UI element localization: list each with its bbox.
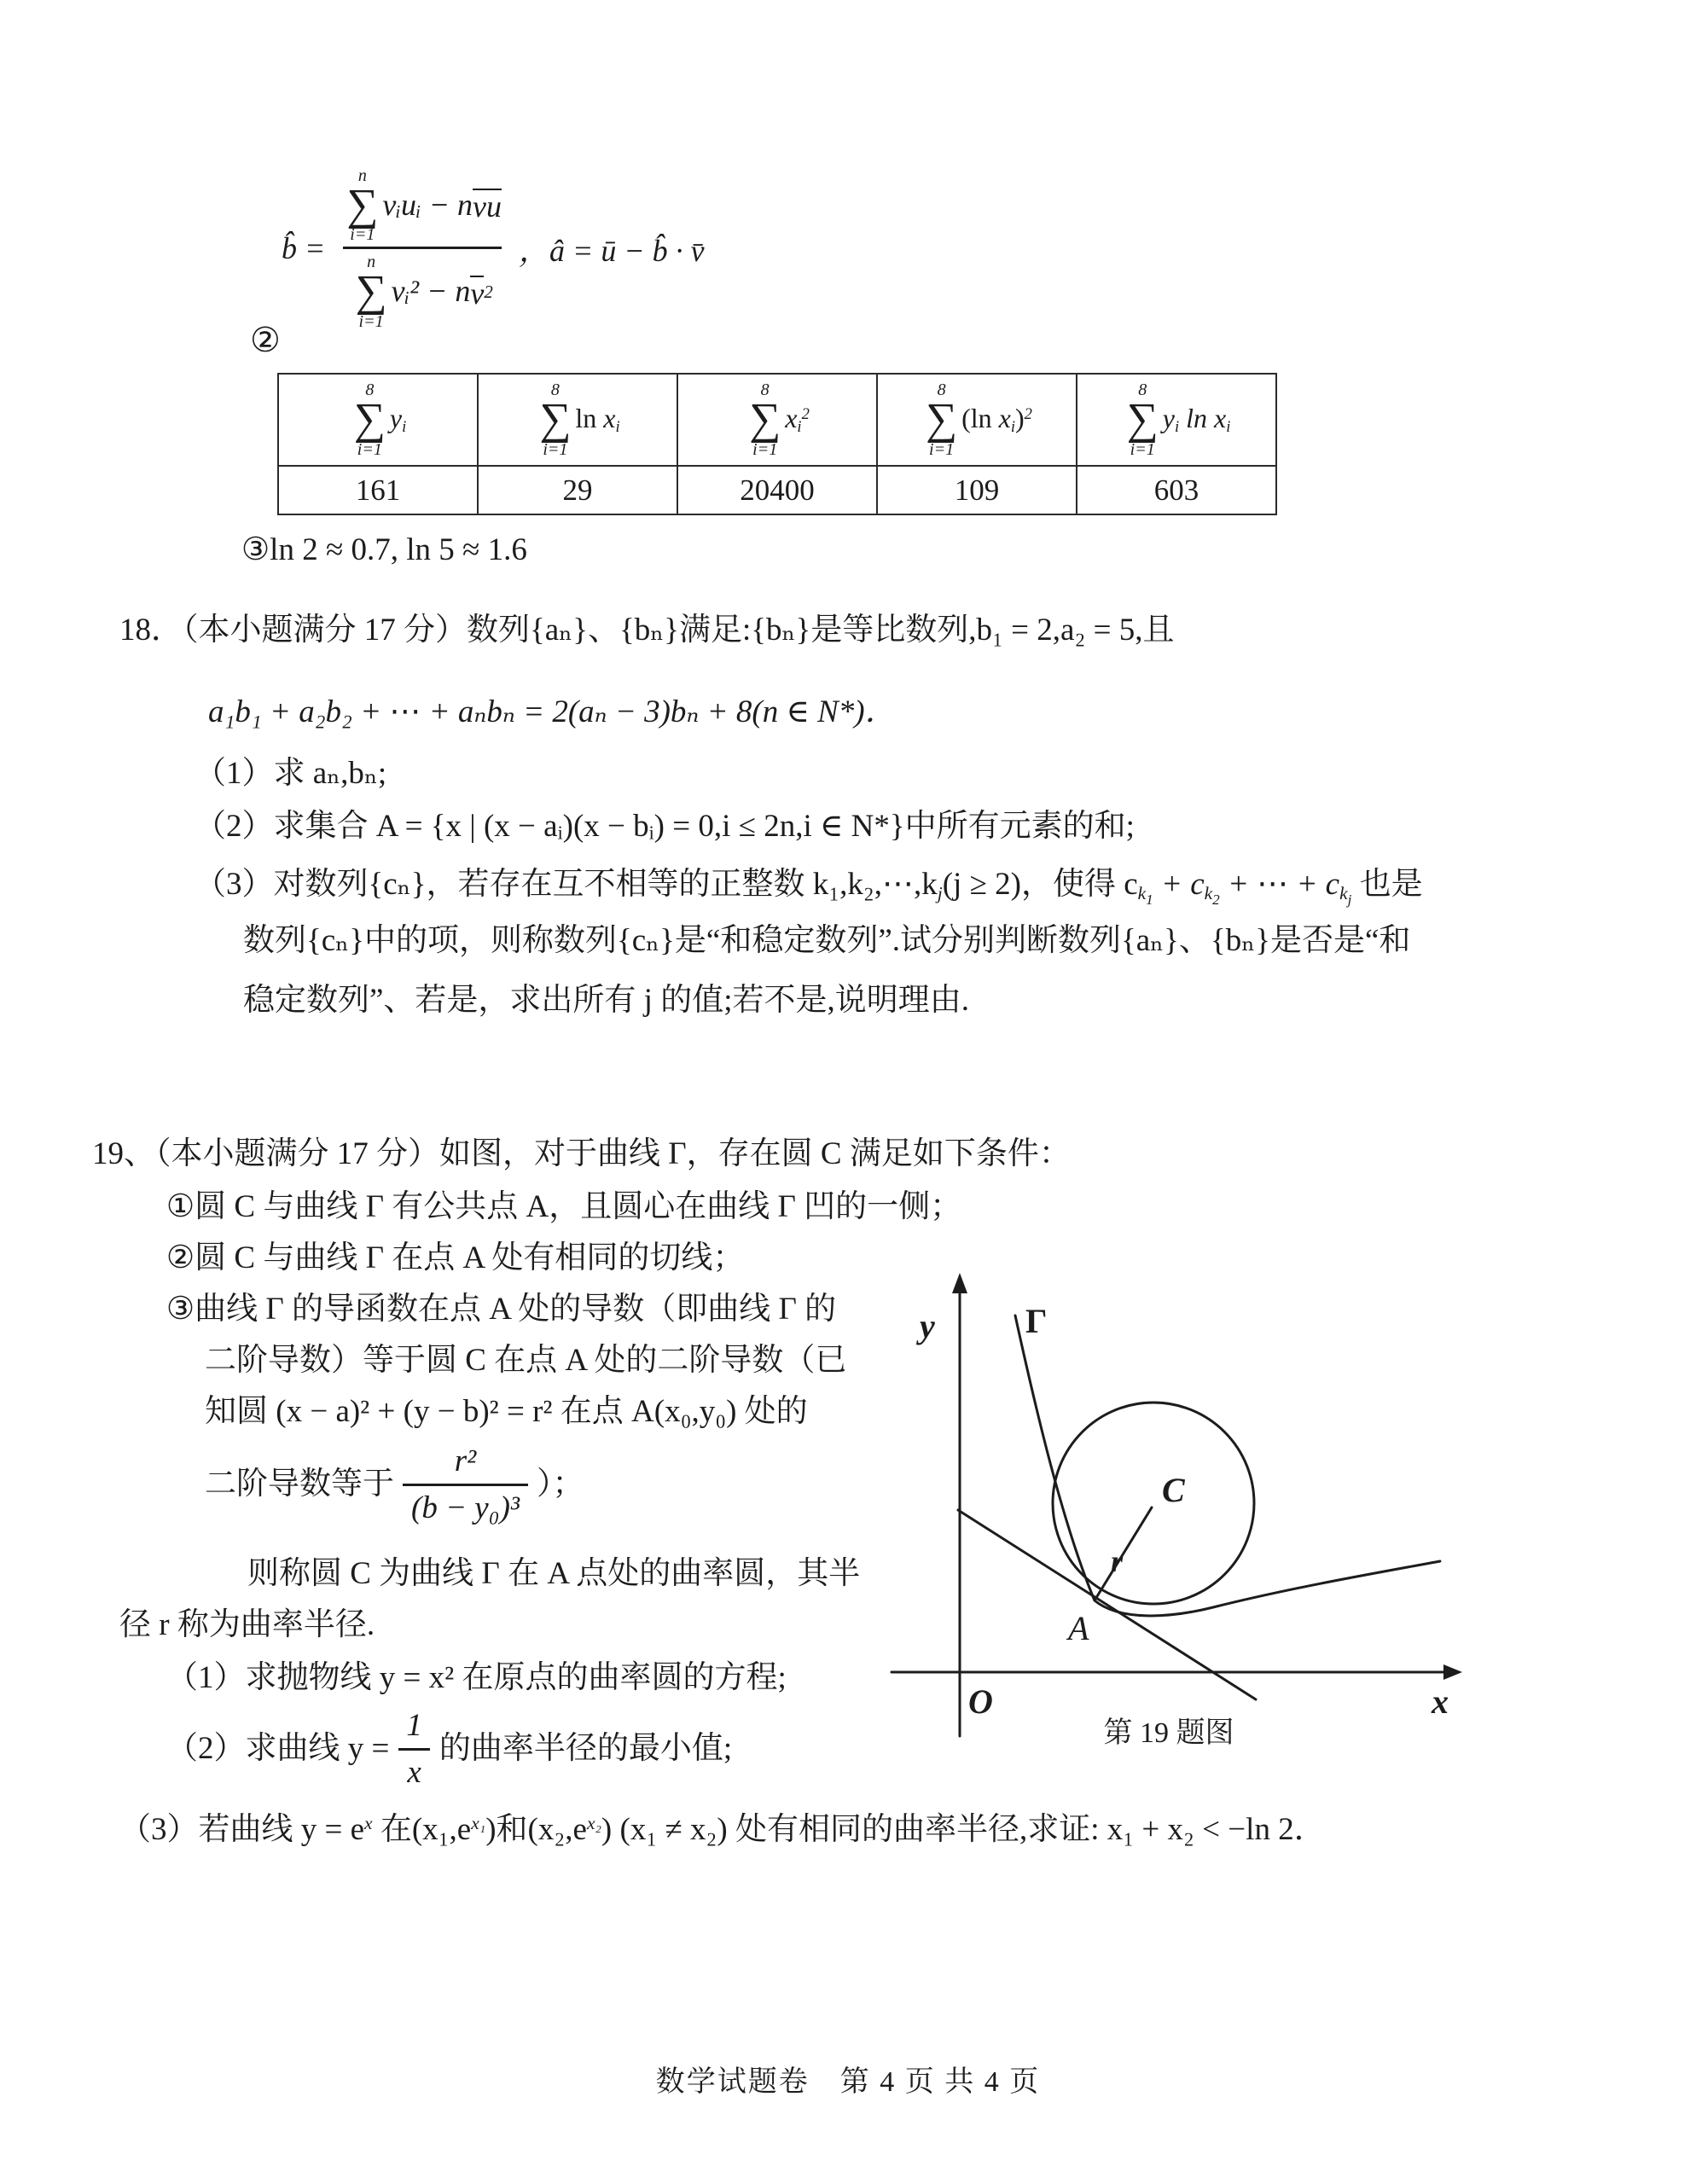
q18-part1-line: （1）求 aₙ,bₙ; <box>195 756 387 791</box>
sigma-symbol <box>926 381 957 457</box>
sigma-lower-limit: i=1 <box>1130 439 1155 459</box>
ahat-rhs: ，â = ū − b̂ · v̄ <box>519 233 705 268</box>
sums-table <box>277 373 1277 515</box>
q19-cond3-text: 二阶导数等于 <box>205 1467 394 1502</box>
sigma-lower-limit: i=1 <box>543 439 568 459</box>
label-center-c: C <box>1162 1471 1185 1509</box>
q18-part3-text: (j ≥ 2)，使得 c <box>942 867 1138 902</box>
sum-expression: $x_i^2$ <box>785 402 810 437</box>
denominator-exponent: 2 <box>484 282 493 303</box>
q19-figure <box>887 1263 1476 1762</box>
sigma-icon: ∑ <box>353 395 386 444</box>
sup-x1: x₁ <box>471 1813 486 1834</box>
sup-x2: x₂ <box>586 1813 601 1834</box>
sigma-icon: ∑ <box>539 395 572 444</box>
q18-part3-text: （3）对数列{cₙ}，若存在互不相等的正整数 k₁,k₂,⋯,k <box>195 867 938 902</box>
sigma-lower-limit: i=1 <box>358 311 384 331</box>
q19-p1-line: （1）求抛物线 y = x² 在原点的曲率圆的方程; <box>166 1660 787 1695</box>
label-x-axis: x <box>1432 1682 1449 1721</box>
q18-number: 18． <box>119 613 183 648</box>
q18-part2-line: （2）求集合 A = {x | (x − aᵢ)(x − bᵢ) = 0,i ≤ 2n,i ∈ N*}中所有元素的和; <box>195 809 1135 844</box>
sigma-lower-limit: i=1 <box>357 439 382 459</box>
sigma-icon: ∑ <box>346 181 379 229</box>
note-text: ln 2 ≈ 0.7, ln 5 ≈ 1.6 <box>270 532 527 567</box>
one-over-x-fraction <box>398 1708 431 1791</box>
q19-def-line1: 则称圆 C 为曲线 Γ 在 A 点处的曲率圆，其半 <box>247 1556 861 1591</box>
fraction-denominator: (b − y₀)³ <box>403 1484 528 1527</box>
label-origin: O <box>968 1682 993 1721</box>
numerator-body: vᵢuᵢ − n <box>382 188 473 222</box>
label-y-axis: y <box>920 1307 935 1345</box>
label-radius-r: r <box>1111 1544 1124 1578</box>
bhat-lhs: b̂ = <box>282 231 326 266</box>
fraction-numerator <box>334 167 510 247</box>
q19-p3-text: )和(x₂,e <box>485 1812 587 1847</box>
marker-2: ② <box>250 321 281 359</box>
label-gamma: Γ <box>1025 1302 1048 1340</box>
q18-part3-text: 也是 <box>1351 867 1423 902</box>
sigma-lower-limit: i=1 <box>752 439 778 459</box>
q19-head-text: （本小题满分 17 分）如图，对于曲线 Γ，存在圆 C 满足如下条件： <box>155 1136 1071 1171</box>
sigma-icon: ∑ <box>926 395 958 444</box>
table-value-cell: 29 <box>479 467 678 515</box>
q19-cond3-line2: 二阶导数）等于圆 C 在点 A 处的二阶导数（已 <box>205 1343 847 1378</box>
note-ln-approx <box>241 531 527 570</box>
q19-cond3-line1: ③曲线 Γ 的导函数在点 A 处的导数（即曲线 Γ 的 <box>166 1292 837 1327</box>
sigma-lower-limit: i=1 <box>929 439 955 459</box>
numerator-overline: vu <box>473 189 502 224</box>
q18-head-text: （本小题满分 17 分）数列{aₙ}、{bₙ}满足:{bₙ}是等比数列,b₁ = 2,a₂ = 5,且 <box>183 613 1175 648</box>
q19-head-line <box>92 1135 1071 1174</box>
sigma-lower-limit: i=1 <box>350 225 375 245</box>
sub-k1: k1 <box>1137 883 1153 908</box>
q19-cond2-line: ②圆 C 与曲线 Γ 在点 A 处有相同的切线； <box>166 1240 745 1275</box>
regression-formula <box>282 167 705 330</box>
table-value-cell: 20400 <box>678 467 878 515</box>
sigma-icon: ∑ <box>749 395 781 444</box>
q19-p3-line <box>119 1810 1326 1850</box>
sigma-icon: ∑ <box>1126 395 1159 444</box>
sigma-symbol <box>539 381 571 457</box>
table-value-cell: 109 <box>878 467 1077 515</box>
sub-kj: kj <box>1339 883 1352 908</box>
marker-3: ③ <box>241 532 270 567</box>
table-header-cell <box>1077 375 1277 467</box>
table-header-cell <box>479 375 678 467</box>
q18-equation-line: a₁b₁ + a₂b₂ + ⋯ + aₙbₙ = 2(aₙ − 3)bₙ + 8(n ∈ N*)． <box>208 694 897 729</box>
denominator-overline: v <box>470 276 485 311</box>
sub-j: j <box>937 883 943 903</box>
fraction-denominator <box>343 247 502 329</box>
fraction-numerator: r² <box>454 1443 477 1478</box>
sigma-upper-limit: 8 <box>1138 380 1147 400</box>
q19-p2-text: （2）求曲线 y = <box>166 1731 390 1767</box>
q18-head-line <box>119 611 1174 650</box>
table-header-cell <box>878 375 1077 467</box>
sum-expression: (ln $x_i)^2$ <box>961 402 1032 437</box>
sigma-symbol <box>1127 381 1159 457</box>
q19-p3-text: 在(x₁,e <box>372 1812 472 1847</box>
q19-cond3-line4 <box>205 1443 584 1526</box>
table-header-cell <box>279 375 479 467</box>
q19-def-line2: 径 r 称为曲率半径. <box>119 1607 375 1642</box>
denominator-body: vᵢ² − n <box>391 274 471 309</box>
q19-p2-text: 的曲率半径的最小值; <box>439 1731 733 1767</box>
q19-cond3-text: ）； <box>537 1467 584 1502</box>
curvature-diagram <box>887 1263 1476 1757</box>
bhat-fraction <box>334 167 510 330</box>
sigma-upper-limit: 8 <box>760 380 770 400</box>
fraction-denominator: x <box>398 1748 429 1792</box>
sup-x: x <box>364 1813 373 1834</box>
q18-part3-line1 <box>195 865 1423 909</box>
y-axis-arrow-icon <box>952 1273 967 1293</box>
q19-p2-line <box>166 1708 732 1791</box>
sigma-symbol <box>346 167 378 243</box>
table-header-cell <box>678 375 878 467</box>
sub-k2: k2 <box>1204 883 1220 908</box>
q18-part3-text: + c <box>1153 867 1205 902</box>
sigma-upper-limit: n <box>367 253 376 272</box>
sigma-upper-limit: n <box>357 166 367 185</box>
radius-line <box>1095 1507 1152 1600</box>
curvature-fraction <box>403 1443 528 1526</box>
sigma-upper-limit: 8 <box>550 380 560 400</box>
sigma-upper-limit: 8 <box>365 380 375 400</box>
q19-p3-text: （3）若曲线 y = e <box>119 1812 365 1847</box>
sum-expression: $y_i$ $\ln x_i$ <box>1162 402 1231 437</box>
label-point-a: A <box>1068 1609 1089 1647</box>
q18-part3-line3: 稳定数列”、若是，求出所有 j 的值;若不是,说明理由. <box>243 983 969 1018</box>
curvature-circle <box>1053 1403 1254 1604</box>
sigma-symbol <box>354 381 386 457</box>
q19-cond3-line3: 知圆 (x − a)² + (y − b)² = r² 在点 A(x₀,y₀) 处的 <box>205 1394 808 1429</box>
q19-cond1-line: ①圆 C 与曲线 Γ 有公共点 A，且圆心在曲线 Γ 凹的一侧； <box>166 1189 962 1224</box>
figure-caption: 第 19 题图 <box>1103 1717 1234 1749</box>
sum-expression: $y_i$ <box>389 402 407 437</box>
page-footer: 数学试题卷 第 4 页 共 4 页 <box>655 2066 1041 2098</box>
sigma-upper-limit: 8 <box>937 380 946 400</box>
q18-part3-line2: 数列{cₙ}中的项，则称数列{cₙ}是“和稳定数列”.试分别判断数列{aₙ}、{bₙ}是否是“和 <box>243 923 1411 958</box>
q19-p3-text: ) (x₁ ≠ x₂) 处有相同的曲率半径,求证: x₁ + x₂ < −ln 2． <box>601 1812 1326 1847</box>
x-axis-arrow-icon <box>1443 1664 1462 1680</box>
sum-expression: $\ln x_i$ <box>575 402 620 437</box>
table-value-cell: 603 <box>1077 467 1277 515</box>
sigma-symbol <box>356 253 387 329</box>
table-value-cell: 161 <box>279 467 479 515</box>
sigma-symbol <box>749 381 781 457</box>
q19-number: 19、 <box>92 1136 155 1171</box>
sigma-icon: ∑ <box>355 267 387 317</box>
fraction-numerator: 1 <box>406 1708 422 1743</box>
q18-part3-text: + ⋯ + c <box>1219 867 1340 902</box>
